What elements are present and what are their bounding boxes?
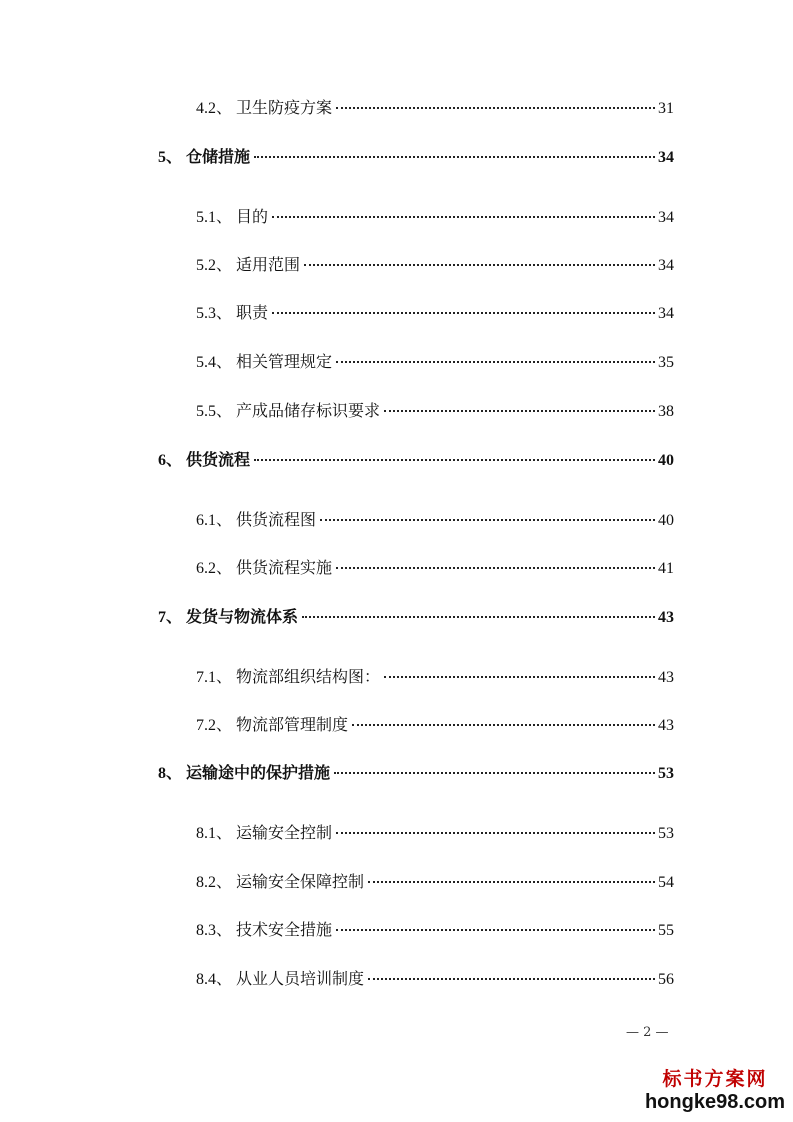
dot-leader bbox=[254, 459, 655, 461]
toc-entry-page: 54 bbox=[658, 874, 674, 891]
toc-entry-8-4[interactable] bbox=[196, 969, 674, 991]
dot-leader bbox=[336, 107, 655, 109]
toc-entry-number: 5.5、 bbox=[196, 403, 233, 420]
dot-leader bbox=[304, 264, 655, 266]
toc-entry-4-2[interactable] bbox=[196, 98, 674, 120]
toc-entry-page: 34 bbox=[658, 149, 674, 166]
toc-entry-number: 8.4、 bbox=[196, 971, 233, 988]
toc-entry-title: 物流部管理制度 bbox=[236, 717, 349, 734]
toc-entry-page: 55 bbox=[658, 922, 674, 939]
toc-entry-title: 相关管理规定 bbox=[236, 354, 333, 371]
dot-leader bbox=[336, 929, 655, 931]
page-number: — 2 — bbox=[626, 1025, 669, 1040]
toc-entry-title: 物流部组织结构图： bbox=[236, 669, 381, 686]
toc-entry-number: 7、 bbox=[158, 609, 183, 626]
toc-entry-title: 适用范围 bbox=[236, 257, 301, 274]
toc-entry-page: 40 bbox=[658, 452, 674, 469]
dot-leader bbox=[320, 519, 655, 521]
toc-entry-number: 8、 bbox=[158, 765, 183, 782]
toc-entry-title: 供货流程图 bbox=[236, 512, 317, 529]
toc-entry-number: 5.1、 bbox=[196, 209, 233, 226]
toc-entry-title: 发货与物流体系 bbox=[186, 609, 299, 626]
watermark-url: hongke98.com bbox=[644, 1091, 786, 1113]
toc-entry-title: 从业人员培训制度 bbox=[236, 971, 365, 988]
dot-leader bbox=[272, 216, 655, 218]
toc-entry-number: 5.2、 bbox=[196, 257, 233, 274]
toc-entry-title: 卫生防疫方案 bbox=[236, 100, 333, 117]
dot-leader bbox=[254, 156, 655, 158]
dot-leader bbox=[336, 832, 655, 834]
toc-entry-number: 5.4、 bbox=[196, 354, 233, 371]
toc-entry-title: 运输安全控制 bbox=[236, 825, 333, 842]
toc-entry-page: 41 bbox=[658, 560, 674, 577]
toc-entry-page: 43 bbox=[658, 609, 674, 626]
toc-entry-page: 34 bbox=[658, 305, 674, 322]
toc-entry-number: 8.2、 bbox=[196, 874, 233, 891]
toc-entry-5[interactable] bbox=[158, 147, 674, 169]
toc-entry-5-5[interactable] bbox=[196, 401, 674, 423]
toc-entry-page: 43 bbox=[658, 717, 674, 734]
toc-entry-number: 8.1、 bbox=[196, 825, 233, 842]
toc-entry-number: 6.2、 bbox=[196, 560, 233, 577]
dot-leader bbox=[384, 676, 655, 678]
toc-entry-title: 职责 bbox=[236, 305, 269, 322]
toc-entry-page: 53 bbox=[658, 765, 674, 782]
toc-entry-number: 7.1、 bbox=[196, 669, 233, 686]
toc-entry-title: 产成品储存标识要求 bbox=[236, 403, 381, 420]
toc-entry-7-2[interactable] bbox=[196, 715, 674, 737]
toc-entry-5-1[interactable] bbox=[196, 207, 674, 229]
toc-entry-page: 34 bbox=[658, 257, 674, 274]
toc-entry-7[interactable] bbox=[158, 607, 674, 629]
site-watermark bbox=[640, 1068, 790, 1114]
toc-entry-8[interactable] bbox=[158, 763, 674, 785]
toc-entry-title: 运输途中的保护措施 bbox=[186, 765, 331, 782]
toc-entry-number: 4.2、 bbox=[196, 100, 233, 117]
toc-entry-number: 6、 bbox=[158, 452, 183, 469]
toc-entry-page: 43 bbox=[658, 669, 674, 686]
toc-entry-7-1[interactable] bbox=[196, 667, 674, 689]
toc-entry-6-2[interactable] bbox=[196, 558, 674, 580]
toc-entry-6-1[interactable] bbox=[196, 510, 674, 532]
toc-entry-8-2[interactable] bbox=[196, 872, 674, 894]
dot-leader bbox=[352, 724, 655, 726]
toc-entry-5-2[interactable] bbox=[196, 255, 674, 277]
toc-entry-title: 供货流程 bbox=[186, 452, 251, 469]
dot-leader bbox=[368, 881, 655, 883]
toc-entry-6[interactable] bbox=[158, 450, 674, 472]
toc-entry-5-3[interactable] bbox=[196, 303, 674, 325]
dot-leader bbox=[334, 772, 655, 774]
toc-entry-page: 31 bbox=[658, 100, 674, 117]
toc-entry-page: 35 bbox=[658, 354, 674, 371]
toc-entry-title: 供货流程实施 bbox=[236, 560, 333, 577]
watermark-name: 标书方案网 bbox=[662, 1068, 768, 1090]
toc-entry-5-4[interactable] bbox=[196, 352, 674, 374]
dot-leader bbox=[272, 312, 655, 314]
toc-entry-page: 56 bbox=[658, 971, 674, 988]
toc-entry-8-1[interactable] bbox=[196, 823, 674, 845]
dot-leader bbox=[368, 978, 655, 980]
toc-entry-title: 运输安全保障控制 bbox=[236, 874, 365, 891]
dot-leader bbox=[336, 567, 655, 569]
toc-entry-number: 8.3、 bbox=[196, 922, 233, 939]
toc-entry-title: 技术安全措施 bbox=[236, 922, 333, 939]
toc-entry-number: 6.1、 bbox=[196, 512, 233, 529]
toc-entry-page: 40 bbox=[658, 512, 674, 529]
toc-entry-title: 仓储措施 bbox=[186, 149, 251, 166]
dot-leader bbox=[384, 410, 655, 412]
dot-leader bbox=[336, 361, 655, 363]
toc-entry-title: 目的 bbox=[236, 209, 269, 226]
toc-entry-number: 5.3、 bbox=[196, 305, 233, 322]
toc-entry-number: 5、 bbox=[158, 149, 183, 166]
toc-entry-number: 7.2、 bbox=[196, 717, 233, 734]
toc-entry-page: 38 bbox=[658, 403, 674, 420]
dot-leader bbox=[302, 616, 655, 618]
toc-entry-page: 34 bbox=[658, 209, 674, 226]
toc-entry-8-3[interactable] bbox=[196, 920, 674, 942]
toc-entry-page: 53 bbox=[658, 825, 674, 842]
